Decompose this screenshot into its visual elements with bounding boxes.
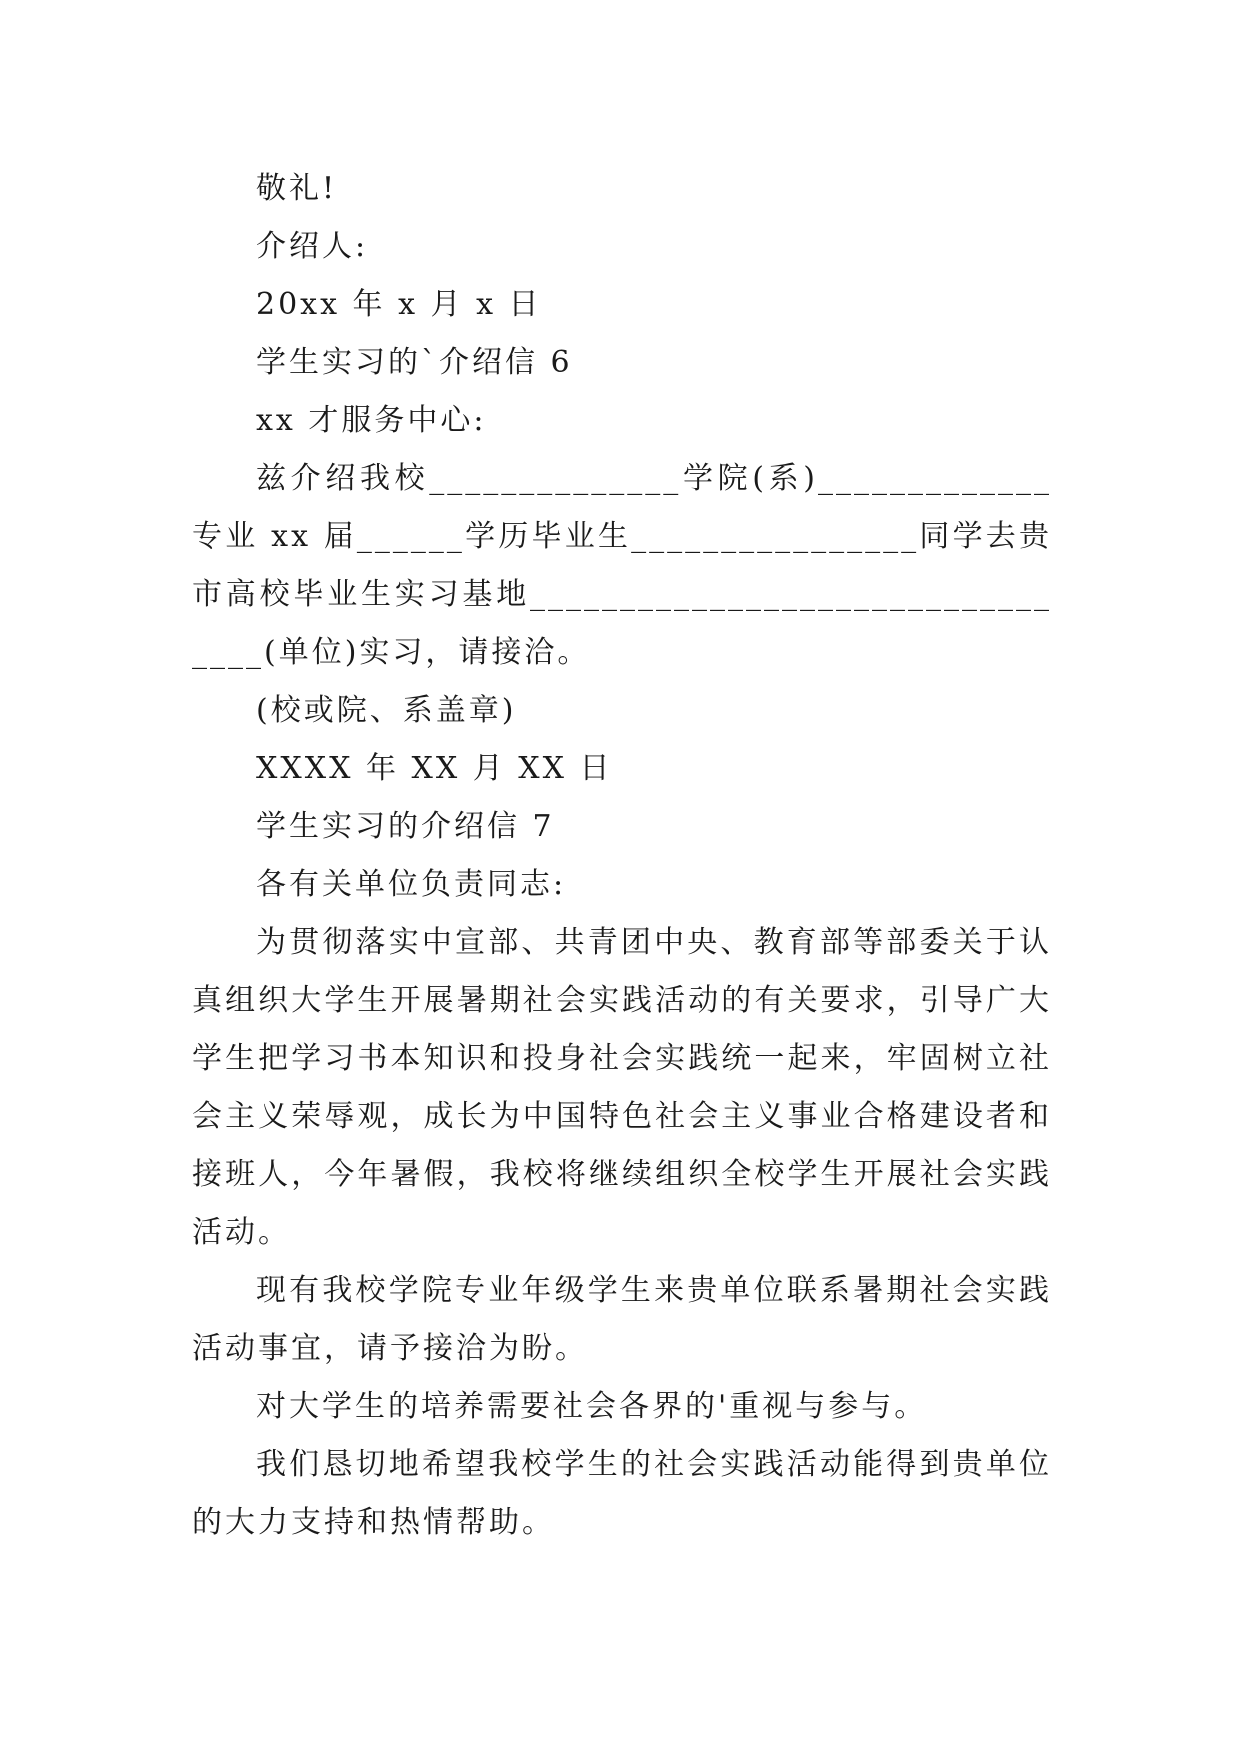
body-paragraph: 为贯彻落实中宣部、共青团中央、教育部等部委关于认真组织大学生开展暑期社会实践活动的有关要求，引导广大学生把学习书本知识和投身社会实践统一起来，牢固树立社会主义荣辱观，成长为中国特色社会主义事业合格建设者和接班人，今年暑假，我校将继续组织全校学生开展社会实践活动。: [192, 925, 1052, 1250]
recipient-line: 各有关单位负责同志:: [256, 867, 567, 902]
closing-salutation: 敬礼!: [256, 171, 338, 206]
date-line: 20xx 年 x 月 x 日: [256, 287, 542, 322]
document-page: [192, 160, 1052, 1552]
body-paragraph: 现有我校学院专业年级学生来贵单位联系暑期社会实践活动事宜，请予接洽为盼。: [192, 1273, 1052, 1366]
letter-heading-7: 学生实习的介绍信 7: [256, 809, 555, 844]
body-paragraph: 我们恳切地希望我校学生的社会实践活动能得到贵单位的大力支持和热情帮助。: [192, 1447, 1052, 1540]
letter-heading-6: 学生实习的`介绍信 6: [256, 345, 573, 380]
body-paragraph: 对大学生的培养需要社会各界的'重视与参与。: [256, 1389, 928, 1424]
date-line: XXXX 年 XX 月 XX 日: [256, 751, 613, 786]
introducer-label: 介绍人:: [256, 229, 369, 264]
recipient-line: xx 才服务中心:: [256, 403, 487, 438]
body-paragraph: 兹介绍我校______________学院(系)_____________专业 xx 届______学历毕业生________________同学去贵市高校毕业生实习基地_________________________________(单位)实习，请接洽。: [192, 461, 1052, 670]
seal-note: (校或院、系盖章): [256, 693, 517, 728]
